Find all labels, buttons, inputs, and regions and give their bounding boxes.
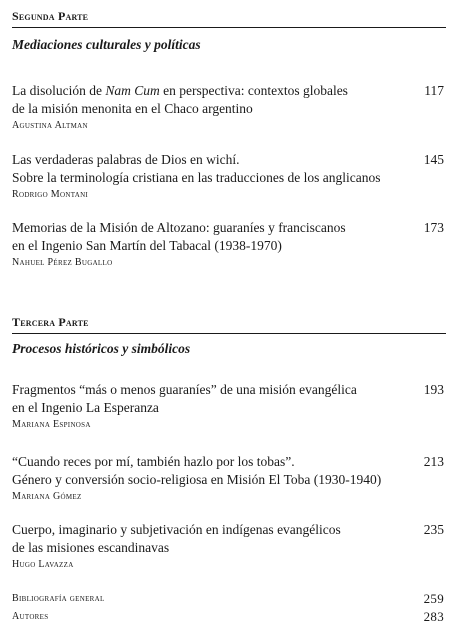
page-number: 117 — [424, 83, 444, 98]
toc-authors-row[interactable] — [12, 611, 444, 622]
toc-entry[interactable] — [12, 219, 444, 269]
toc-entry[interactable] — [12, 381, 444, 431]
toc-entry[interactable] — [12, 521, 444, 571]
entry-title-line: La disolución de Nam Cum en perspectiva: contextos globales — [12, 83, 348, 98]
entry-title-line: Género y conversión socio-religiosa en Misión El Toba (1930-1940) — [12, 472, 382, 487]
part-label: Segunda Parte — [12, 9, 89, 23]
entry-title-line: Cuerpo, imaginario y subjetivación en indígenas evangélicos — [12, 522, 341, 537]
entry-author: Agustina Altman — [12, 120, 88, 131]
part-label: Tercera Parte — [12, 315, 89, 329]
entry-label: Bibliografía general — [12, 593, 105, 604]
entry-author: Mariana Gómez — [12, 491, 82, 502]
entry-author: Nahuel Pérez Bugallo — [12, 257, 113, 268]
entry-title-line: en el Ingenio San Martín del Tabacal (1938-1970) — [12, 238, 282, 253]
entry-title-line: de la misión menonita en el Chaco argentino — [12, 101, 253, 116]
toc-entry[interactable] — [12, 82, 444, 132]
page-number: 283 — [423, 609, 444, 624]
page-number: 259 — [423, 591, 444, 606]
toc-entry[interactable] — [12, 151, 444, 201]
entry-author: Hugo Lavazza — [12, 559, 74, 570]
entry-title-line: de las misiones escandinavas — [12, 540, 170, 555]
entry-author: Rodrigo Montani — [12, 189, 89, 200]
page-number: 235 — [423, 522, 444, 537]
entry-title-line: en el Ingenio La Esperanza — [12, 400, 159, 415]
entry-title-line: Memorias de la Misión de Altozano: guaraníes y franciscanos — [12, 220, 346, 235]
entry-title-line: Sobre la terminología cristiana en las traducciones de los anglicanos — [12, 170, 381, 185]
entry-title-line: “Cuando reces por mí, también hazlo por los tobas”. — [12, 454, 295, 469]
part-divider — [12, 27, 446, 28]
page-number: 213 — [423, 454, 444, 469]
entry-label: Autores — [12, 611, 49, 622]
toc-entry[interactable] — [12, 453, 444, 503]
part-subtitle: Mediaciones culturales y políticas — [12, 37, 201, 52]
page-number: 193 — [423, 382, 444, 397]
toc-bibliography-row[interactable] — [12, 593, 444, 604]
entry-title-line: Las verdaderas palabras de Dios en wichí. — [12, 152, 240, 167]
part-subtitle: Procesos históricos y simbólicos — [12, 341, 191, 356]
entry-title-line: Fragmentos “más o menos guaraníes” de una misión evangélica — [12, 382, 357, 397]
page-number: 173 — [423, 220, 444, 235]
part-divider — [12, 333, 446, 334]
entry-author: Mariana Espinosa — [12, 419, 91, 430]
page-number: 145 — [423, 152, 444, 167]
